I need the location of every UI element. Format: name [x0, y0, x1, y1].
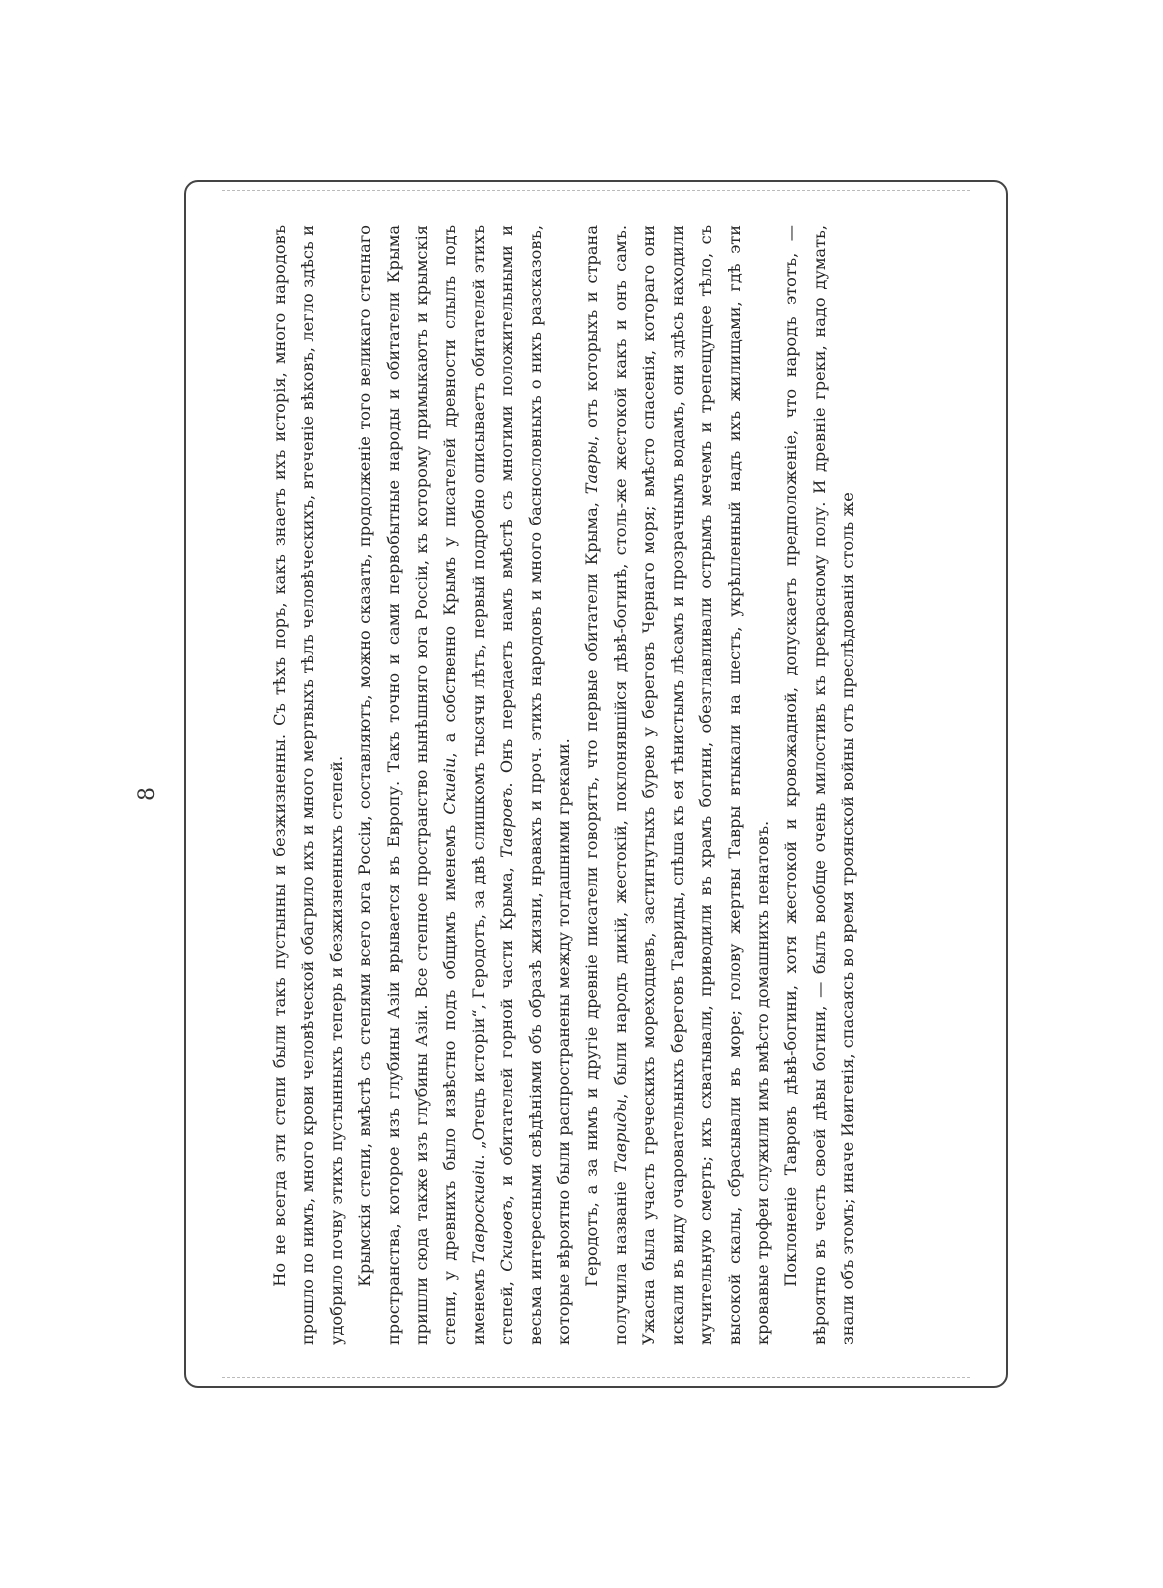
text-run: . „Отецъ исторіи“, Геродотъ, за двѣ слишкомъ тысячи лѣтъ, первый подробно описываетъ обитателей этихъ степей,	[468, 225, 517, 1345]
italic-run: Скиѳовъ	[497, 1200, 517, 1272]
text-run: Крымскія степи, вмѣстѣ съ степями всего юга Россіи, составляютъ, можно сказать, продолженіе того великаго степнаго пространства, которое изъ глубины Азіи врывается въ Европу. Такъ точно и сами первобытные народы и обитатели Крыма пришли сюда также изъ глубины Азіи. Все степное пространство нынѣшняго юга Россіи, къ которому примыкаютъ и крымскія степи, у древнихъ было извѣстно подъ общимъ именемъ	[355, 225, 460, 1345]
paragraph-2	[351, 225, 578, 1345]
italic-run: Скиѳіи	[440, 757, 460, 815]
body-text	[266, 225, 926, 1345]
text-run: Но не всегда эти степи были такъ пустынны и безжизненны. Съ тѣхъ поръ, какъ знаетъ ихъ исторія, много народовъ прошло по нимъ, много крови человѣческой обагрило ихъ и много мертвыхъ тѣлъ человѣческихъ, втеченіе вѣковъ, легло здѣсь и удобрило почву этихъ пустынныхъ теперь и безжизненныхъ степей.	[270, 225, 346, 1345]
paragraph-3	[578, 225, 777, 1345]
text-run: . Онъ передаетъ намъ вмѣстѣ съ многими положительными и весьма интересными свѣдѣніями объ образѣ жизни, нравахъ и проч. этихъ народовъ и много баснословныхъ о нихъ разсказовъ, которые вѣроятно были распространены между тогдашними греками.	[497, 225, 574, 1345]
text-run: Геродотъ, а за нимъ и другіе древніе писатели говорятъ, что первые обитатели Крыма,	[582, 494, 602, 1287]
italic-run: Тавриды	[610, 1098, 630, 1173]
text-block-rotated	[266, 225, 926, 1345]
paragraph-4	[777, 225, 862, 1345]
italic-run: Тавровъ	[497, 787, 517, 858]
italic-run: Тавроскиѳіи	[468, 1159, 488, 1264]
text-run: , были народъ дикій, жестокій, поклонявшійся дѣвѣ-богинѣ, столь-же жестокой какъ и онъ самъ. Ужасна была участь греческихъ мореходцевъ, застигнутыхъ бурею у береговъ Чернаго моря; вмѣсто спасенія, котораго они искали въ виду очаровательныхъ береговъ Тавриды, спѣша къ ея тѣнистымъ лѣсамъ и прозрачнымъ водамъ, они здѣсь находили мучительную смерть; ихъ схватывали, приводили въ храмъ богини, обезглавливали острымъ мечемъ и трепещущее тѣло, съ высокой скалы, сбрасывали въ море; голову жертвы Тавры втыкали на шестъ, укрѣпленный надъ ихъ жилищами, гдѣ эти кровавые трофеи служили имъ вмѣсто домашнихъ пенатовъ.	[610, 225, 772, 1345]
page-number: 8	[135, 787, 160, 801]
italic-run: Тавры	[582, 440, 602, 495]
text-run: , а собственно Крымъ у писателей древности слылъ подъ именемъ	[440, 225, 488, 1345]
text-run: , и обитателей горной части Крыма,	[497, 857, 517, 1201]
paragraph-1	[266, 225, 351, 1345]
text-run: Поклоненіе Тавровъ дѣвѣ-богини, хотя жестокой и кровожадной, допускаетъ предположеніе, что народъ этотъ, — вѣроятно въ честь своей дѣвы богини, — былъ вообще очень милостивъ къ прекрасному полу. И древніе греки, надо думать, знали объ этомъ; иначе Иѳигенія, спасаясь во время троянской войны отъ преслѣдованія столь же	[781, 225, 858, 1345]
text-run: , отъ которыхъ и страна получила названіе	[582, 225, 630, 1345]
